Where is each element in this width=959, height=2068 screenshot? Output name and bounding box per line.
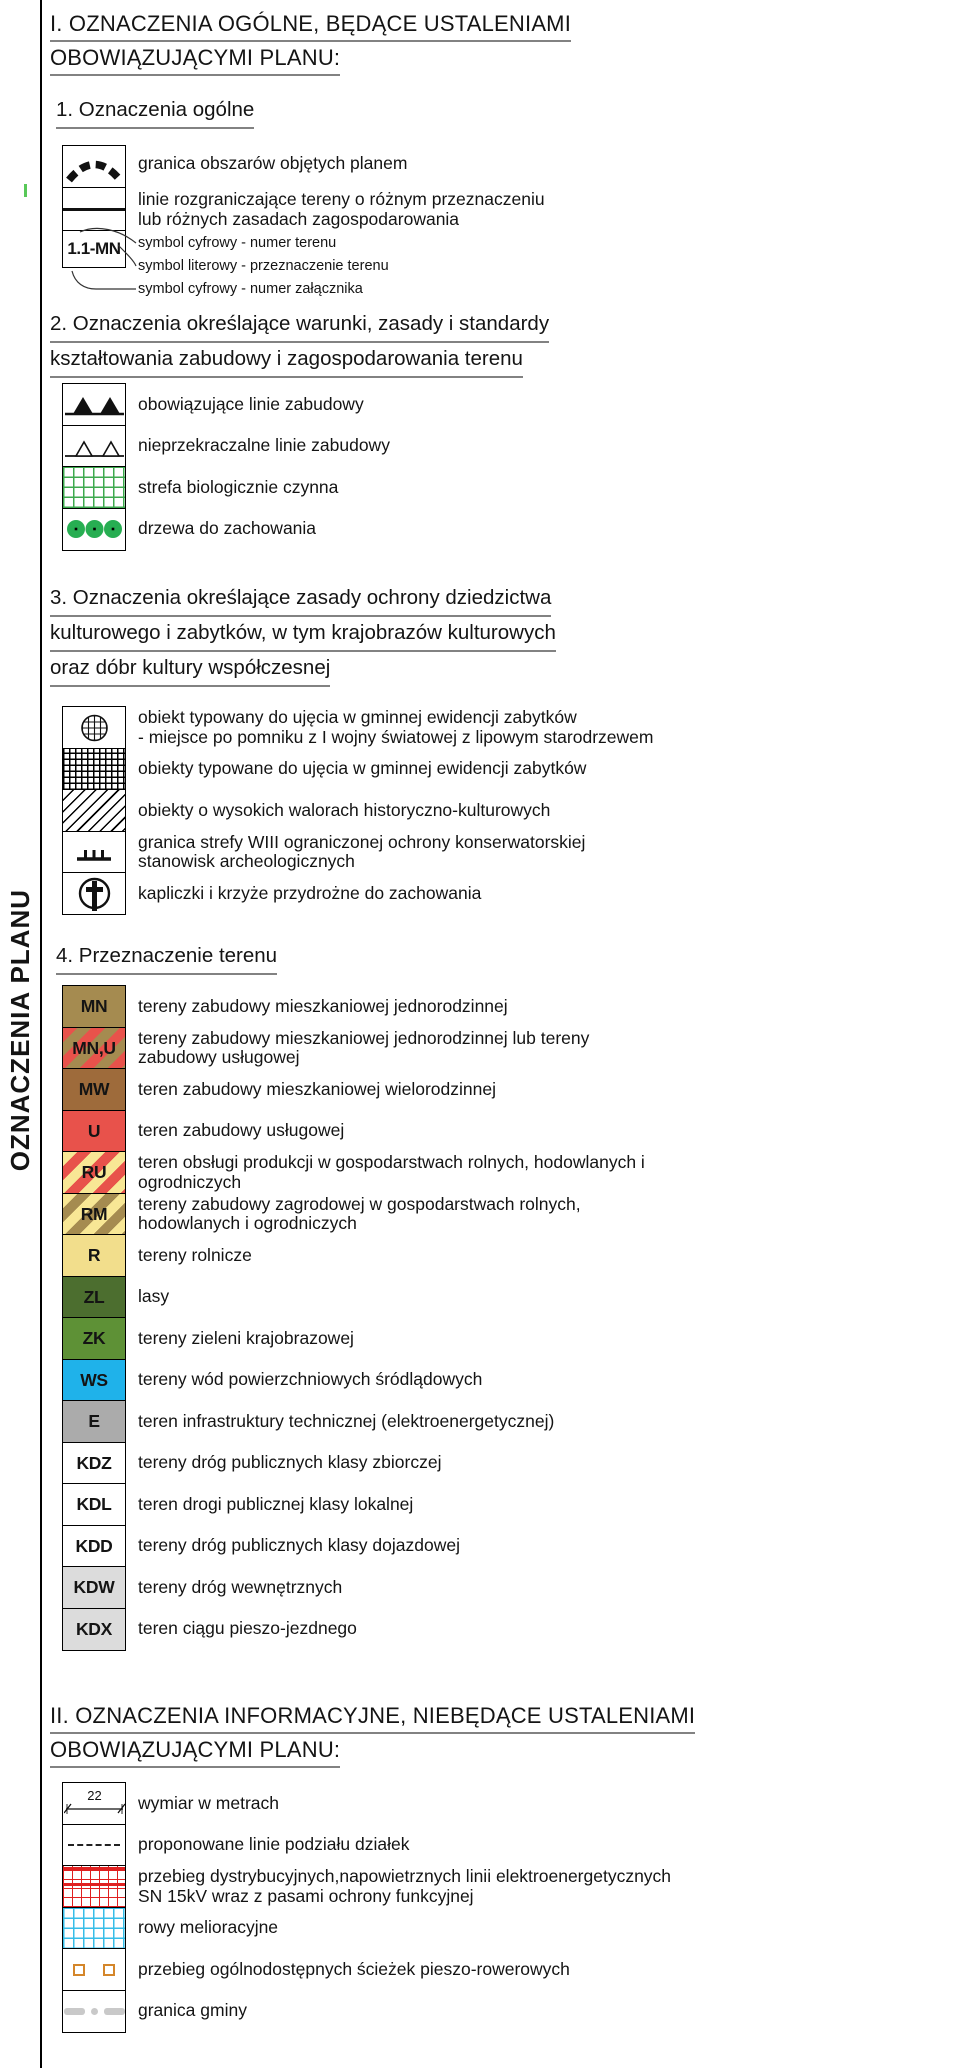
general-symbols-column — [62, 145, 126, 268]
orange-squares-icon — [73, 1964, 115, 1976]
dashed-line-icon — [68, 1844, 120, 1846]
plot-division-label: proponowane linie podziału działek — [138, 1834, 410, 1855]
dimension-label: wymiar w metrach — [138, 1792, 279, 1813]
land-use-row — [62, 1027, 645, 1070]
dash-dot-line-icon — [64, 2008, 125, 2015]
info-row — [62, 1865, 671, 1908]
dividing-lines-symbol — [62, 187, 126, 232]
land-use-row — [62, 1566, 645, 1609]
section-info-title — [50, 1700, 695, 1768]
commune-boundary-symbol — [62, 1990, 126, 2033]
section-general-title-line2: OBOWIĄZUJĄCYMI PLANU: — [50, 42, 340, 76]
land-use-row — [62, 1317, 645, 1360]
land-use-row — [62, 1068, 645, 1111]
land-use-row — [62, 1359, 645, 1402]
land-use-swatch-kdl: KDL — [62, 1483, 126, 1526]
heritage-candidates-label: obiekty typowane do ujęcia w gminnej ewidencji zabytków — [138, 758, 587, 779]
subsection-2-body — [62, 383, 390, 551]
power-line-symbol — [62, 1865, 126, 1908]
sidebar-vertical-title: OZNACZENIA PLANU — [4, 888, 35, 1172]
land-use-label-ru: teren obsługi produkcji w gospodarstwach rolnych, hodowlanych i ogrodniczych — [138, 1152, 645, 1192]
max-building-line-symbol — [62, 425, 126, 468]
code-note-area-number: symbol cyfrowy - numer terenu — [138, 235, 337, 251]
dimension-value-text: 22 — [86, 1787, 102, 1803]
land-use-label-mn: tereny zabudowy mieszkaniowej jednorodzinnej — [138, 995, 508, 1016]
plan-boundary-arc-icon — [64, 147, 125, 187]
plan-boundary-label: granica obszarów objętych planem — [138, 153, 408, 173]
land-use-label-rm: tereny zabudowy zagrodowej w gospodarstwach rolnych, hodowlanych i ogrodniczych — [138, 1193, 581, 1233]
code-note-annex-number: symbol cyfrowy - numer załącznika — [138, 281, 363, 297]
subsection-3-body — [62, 706, 653, 915]
land-use-row — [62, 1525, 645, 1568]
mandatory-building-line-symbol — [62, 383, 126, 426]
legend-row — [62, 706, 653, 749]
land-use-label-r: tereny rolnicze — [138, 1244, 252, 1265]
stray-green-tick-mark — [24, 184, 27, 197]
legend-row — [62, 425, 390, 468]
land-use-row — [62, 985, 645, 1028]
land-use-label-mw: teren zabudowy mieszkaniowej wielorodzinnej — [138, 1078, 496, 1099]
info-row — [62, 1907, 671, 1950]
land-use-swatch-kdx: KDX — [62, 1608, 126, 1651]
max-building-line-label: nieprzekraczalne linie zabudowy — [138, 435, 390, 456]
land-use-row — [62, 1608, 645, 1651]
legend-content — [42, 0, 959, 2068]
dividing-lines-label: linie rozgraniczające tereny o różnym przeznaczeniu lub różnych zasadach zagospodarowania — [138, 189, 545, 229]
pedestrian-path-symbol — [62, 1948, 126, 1991]
cross-in-circle-icon — [64, 874, 125, 914]
land-use-row — [62, 1483, 645, 1526]
heritage-candidate-monument-symbol — [62, 706, 126, 749]
land-use-swatch-mn: MN — [62, 985, 126, 1028]
tree-circles-icon — [64, 509, 125, 549]
land-use-swatch-mnu: MN,U — [62, 1027, 126, 1070]
section-info-title-line1: II. OZNACZENIA INFORMACYJNE, NIEBĘDĄCE USTALENIAMI — [50, 1700, 695, 1734]
land-use-swatch-kdw: KDW — [62, 1566, 126, 1609]
dividing-line-icon — [63, 208, 125, 211]
land-use-row — [62, 1276, 645, 1319]
legend-row — [62, 831, 653, 874]
land-use-row — [62, 1442, 645, 1485]
info-row — [62, 1782, 671, 1825]
subsection-1-body — [62, 140, 942, 310]
mandatory-building-line-label: obowiązujące linie zabudowy — [138, 393, 364, 414]
land-use-label-zk: tereny zieleni krajobrazowej — [138, 1327, 354, 1348]
land-use-swatch-zl: ZL — [62, 1276, 126, 1319]
power-line-label: przebieg dystrybucyjnych,napowietrznych linii elektroenergetycznych SN 15kV wraz z pasami ochrony funkcyjnej — [138, 1866, 672, 1906]
land-use-row — [62, 1151, 645, 1194]
legend-row — [62, 789, 653, 832]
land-use-label-ws: tereny wód powierzchniowych śródlądowych — [138, 1369, 483, 1390]
section-info-title-line2: OBOWIĄZUJĄCYMI PLANU: — [50, 1734, 340, 1768]
plot-division-symbol — [62, 1824, 126, 1867]
subsection-2-title: 2. Oznaczenia określające warunki, zasady i standardy kształtowania zabudowy i zagospodarowania terenu — [50, 308, 549, 378]
high-historic-value-symbol — [62, 789, 126, 832]
land-use-swatch-e: E — [62, 1400, 126, 1443]
commune-boundary-label: granica gminy — [138, 2000, 247, 2021]
pedestrian-path-label: przebieg ogólnodostępnych ścieżek pieszo-rowerowych — [138, 1958, 570, 1979]
land-use-swatch-rm: RM — [62, 1193, 126, 1236]
land-use-body — [62, 985, 645, 1651]
section-general-title-line1: I. OZNACZENIA OGÓLNE, BĘDĄCE USTALENIAMI — [50, 8, 571, 42]
land-use-swatch-zk: ZK — [62, 1317, 126, 1360]
area-code-text: 1.1-MN — [67, 239, 121, 258]
area-code-symbol — [62, 230, 126, 268]
bio-active-area-symbol — [62, 466, 126, 509]
heritage-candidates-symbol — [62, 748, 126, 791]
land-use-swatch-kdd: KDD — [62, 1525, 126, 1568]
subsection-1-title: 1. Oznaczenia ogólne — [56, 94, 254, 129]
bio-active-area-label: strefa biologicznie czynna — [138, 476, 339, 497]
land-use-swatch-ru: RU — [62, 1151, 126, 1194]
drainage-ditch-label: rowy melioracyjne — [138, 1917, 279, 1938]
info-row — [62, 1948, 671, 1991]
land-use-label-mnu: tereny zabudowy mieszkaniowej jednorodzinnej lub tereny zabudowy usługowej — [138, 1027, 590, 1067]
land-use-row — [62, 1193, 645, 1236]
land-use-swatch-kdz: KDZ — [62, 1442, 126, 1485]
land-use-label-e: teren infrastruktury technicznej (elektroenergetycznej) — [138, 1410, 555, 1431]
preserved-trees-label: drzewa do zachowania — [138, 518, 317, 539]
land-use-swatch-ws: WS — [62, 1359, 126, 1402]
archaeological-zone-boundary-label: granica strefy WIII ograniczonej ochrony konserwatorskiej stanowisk archeologicznych — [138, 831, 586, 871]
archaeological-boundary-icon — [64, 832, 125, 872]
land-use-swatch-mw: MW — [62, 1068, 126, 1111]
code-note-land-use: symbol literowy - przeznaczenie terenu — [138, 258, 389, 274]
section-general-title — [50, 8, 571, 76]
land-use-label-kdw: tereny dróg wewnętrznych — [138, 1576, 343, 1597]
filled-triangles-icon — [64, 385, 125, 424]
info-row — [62, 1824, 671, 1867]
land-use-label-u: teren zabudowy usługowej — [138, 1120, 345, 1141]
dimension-icon — [64, 1784, 125, 1824]
high-historic-value-label: obiekty o wysokich walorach historyczno-kulturowych — [138, 799, 551, 820]
open-triangles-icon — [64, 427, 125, 466]
drainage-ditch-symbol — [62, 1907, 126, 1950]
wayside-cross-label: kapliczki i krzyże przydrożne do zachowania — [138, 882, 482, 903]
land-use-label-kdx: teren ciągu pieszo-jezdnego — [138, 1618, 357, 1639]
land-use-swatch-r: R — [62, 1234, 126, 1277]
land-use-label-kdd: tereny dróg publicznych klasy dojazdowej — [138, 1535, 460, 1556]
subsection-4-title: 4. Przeznaczenie terenu — [56, 940, 277, 975]
land-use-row — [62, 1234, 645, 1277]
section-info-body — [62, 1782, 671, 2033]
info-row — [62, 1990, 671, 2033]
legend-row — [62, 466, 390, 509]
hatched-circle-icon — [64, 708, 125, 748]
land-use-label-kdl: teren drogi publicznej klasy lokalnej — [138, 1493, 414, 1514]
dimension-symbol — [62, 1782, 126, 1825]
legend-row — [62, 383, 390, 426]
wayside-cross-symbol — [62, 872, 126, 915]
legend-row — [62, 748, 653, 791]
archaeological-zone-boundary-symbol — [62, 831, 126, 874]
land-use-row — [62, 1400, 645, 1443]
heritage-candidate-monument-label: obiekt typowany do ujęcia w gminnej ewidencji zabytków - miejsce po pomniku z I wojny światowej z lipowym starodrzewem — [138, 707, 654, 747]
sidebar — [0, 880, 40, 1180]
legend-row — [62, 872, 653, 915]
land-use-label-zl: lasy — [138, 1286, 170, 1307]
land-use-swatch-u: U — [62, 1110, 126, 1153]
subsection-3-title: 3. Oznaczenia określające zasady ochrony dziedzictwa kulturowego i zabytków, w tym krajobrazów kulturowych oraz dóbr kultury współczesnej — [50, 582, 556, 687]
preserved-trees-symbol — [62, 508, 126, 551]
legend-row — [62, 508, 390, 551]
plan-boundary-symbol — [62, 145, 126, 188]
land-use-row — [62, 1110, 645, 1153]
land-use-label-kdz: tereny dróg publicznych klasy zbiorczej — [138, 1452, 442, 1473]
